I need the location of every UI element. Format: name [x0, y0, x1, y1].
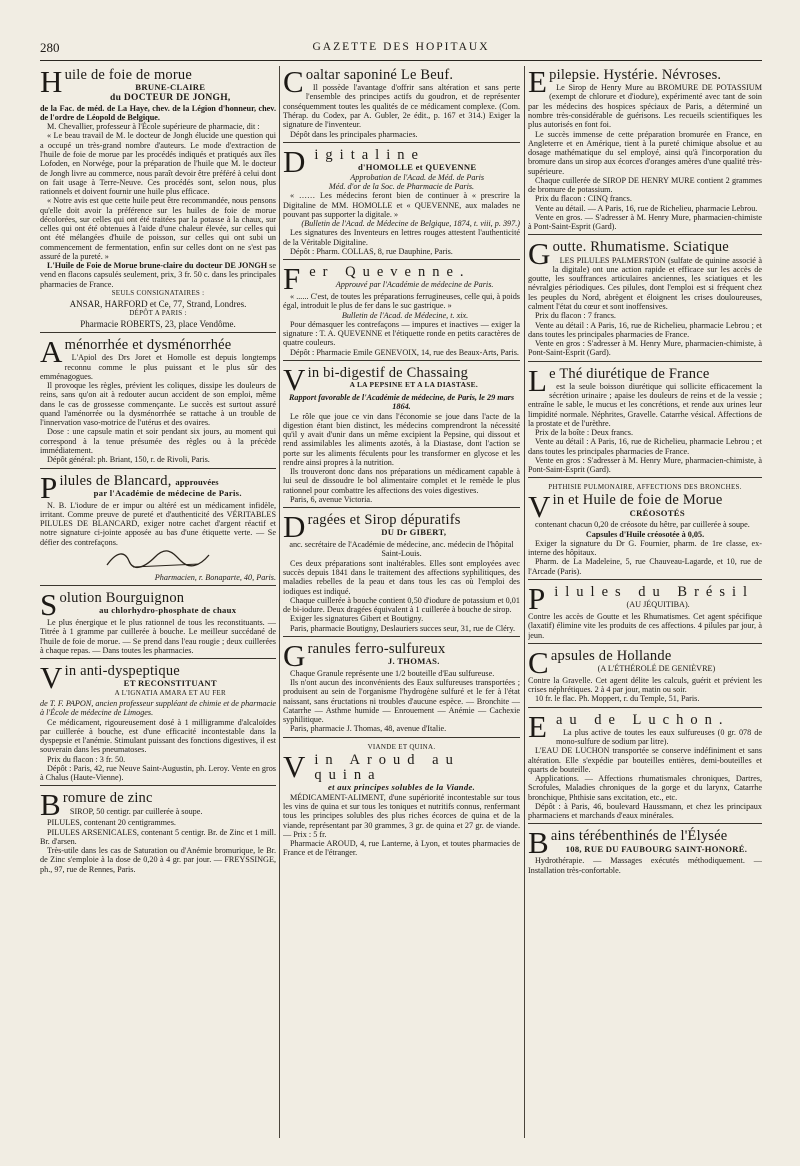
drop-cap: A	[40, 334, 63, 370]
ad-text: Applications. — Affections rhumatismales chroniques, Dartres, Scrofules, Maladies chroniques de la gorge et du larynx, Catarrhe bronchique, Phthisie sans excitation, etc., etc.	[528, 774, 762, 802]
drop-cap: P	[528, 580, 553, 616]
ad-bains-elysee	[528, 827, 762, 878]
ad-huile-de-foie	[40, 66, 276, 333]
drop-cap: V	[528, 489, 551, 525]
drop-cap: D	[283, 509, 306, 545]
ad-bromure-de-zinc	[40, 789, 276, 877]
ad-text: Rapport favorable de l'Académie de médecine, de Paris, le 29 mars 1864.	[288, 392, 515, 412]
ad-text: Pharm. de La Madeleine, 5, rue Chauveau-Lagarde, et 10, rue de l'Arcade (Paris).	[528, 557, 762, 576]
ad-text: Vente en gros : S'adresser à M. Henry Mure, pharmacien-chimiste, à Pont-Saint-Esprit (Gard).	[528, 339, 762, 358]
drop-cap: E	[528, 66, 548, 99]
ad-text: contenant chacun 0,20 de créosote du hêtre, par cuillerée à soupe.	[535, 520, 750, 530]
ad-text: Chaque cuillerée de SIROP DE HENRY MURE contient 2 grammes de bromure de potassium.	[528, 175, 762, 195]
ad-text: se vend en flacons capsulés seulement, prix, 3 fr. 50 c. dans les principales pharmacies de France.	[40, 261, 276, 289]
ad-title: ilules du Brésil	[554, 583, 755, 600]
ad-title: oaltar saponiné Le Beuf.	[305, 67, 454, 83]
page-number: 280	[40, 40, 60, 55]
ad-text: (Bulletin de l'Acad. de Médecine de Belgique, 1874, t. viii, p. 397.)	[301, 219, 520, 229]
drop-cap: B	[40, 787, 61, 823]
ad-text: Le plus énergique et le plus rationnel de tous les reconstituants. — Titrée à 1 gramme par cuillerée à bouche. Le meilleur succédané de l'huile de foie de morue. — Se prend dans l'eau rougie ; deux cuillerées à chaque repas. — Dans toutes les pharmacies.	[40, 618, 276, 655]
ad-title: ménorrhée et dysménorrhée	[64, 337, 232, 354]
ad-text: LES PILULES PALMERSTON (sulfate de quinine associé à la digitale) ont une action rapide et efficace sur les accès de goutte, les souffrances articulaires anciennes, les sciatiques et les névralgies périodiques. Ces pilules, dont l'emploi est si fréquent chez les peuples du Nord, abrègent et éloignent les crises douloureuses, calment l'état du cœur et sont inoffensives.	[528, 255, 762, 312]
ad-label: SEULS CONSIGNATAIRES :	[111, 288, 205, 297]
ad-title: ranules ferro-sulfureux	[307, 640, 446, 657]
ad-text: Approuvé par l'Académie de médecine de Paris.	[335, 280, 494, 290]
ad-text: Le rôle que joue ce vin dans l'économie se joue dans l'acte de la digestion étant bien distinct, les médecins comprendront la nécessité qu'il y avait d'unir dans un même excipient la Pepsine, qui dissout et rend assimilables les aliments azotés, à la Diastase, dont l'action se porte sur les aliments féculents pour les transformer en glycose et les rendre ainsi propres à la nutrition.	[283, 411, 520, 467]
ad-text: Dépôt : Paris, 42, rue Neuve Saint-Augustin, ph. Leroy. Vente en gros à Chalus (Haute-Vienne).	[40, 763, 276, 783]
ad-subtitle: au chlorhydro-phosphate de chaux	[99, 605, 237, 616]
ad-digitaline	[283, 143, 520, 260]
ad-text: Prix du flacon : CINQ francs.	[535, 194, 632, 204]
ad-text: anc. secrétaire de l'Académie de médecine, anc. médecin de l'hôpital Saint-Louis.	[289, 540, 514, 559]
ad-subtitle: (A L'ÉTHÉROLÉ DE GENIÈVRE)	[597, 664, 716, 673]
ad-subtitle: A L'IGNATIA AMARA ET AU FER	[114, 689, 226, 698]
ad-address: Pharmacien, r. Bonaparte, 40, Paris.	[154, 572, 276, 582]
ad-text: Capsules d'Huile créosotée à 0,05.	[585, 529, 705, 539]
ad-title: in et Huile de foie de Morue	[552, 492, 723, 509]
ad-text: Hydrothérapie. — Massages exécutés méthodiquement. — Installation très-confortable.	[528, 856, 762, 875]
ad-text: Les signatures des Inventeurs en lettres rouges attestent l'authenticité de la Véritable Digitaline.	[283, 228, 520, 247]
ad-text: MÉDICAMENT-ALIMENT, d'une supériorité incontestable sur tous les vins de quina et sur tous les toniques et nutritifs connus, renfermant tous les principes solubles des plus riches écorces de quina et de la viande, représentant par 30 grammes, 3 gr. de quina et 27 gr. de viande. — Prix : 5 fr.	[283, 792, 520, 839]
ad-text: Chaque Granule représente une 1/2 bouteille d'Eau sulfureuse.	[290, 668, 495, 678]
ad-goutte	[528, 238, 762, 361]
ad-text: 10 fr. le flac. Ph. Moppert, r. du Temple, 51, Paris.	[535, 694, 700, 704]
ad-vin-anti-dyspeptique	[40, 662, 276, 786]
ad-text: « Le beau travail de M. le docteur de Jongh élucide une question qui a occupé un très-grand nombre d'auteurs. Le mode d'extraction de l'huile de foie de morue par les procédés indiqués et pratiqués aux îles Lofoden, en Norwége, pour la préparation de l'huile que M. le docteur de Jongh livre au commerce, nous paraît devoir être préféré à celui dont on fait usage à Terre-Neuve. Ces procédés sont, selon nous, plus rationnels et doivent fournir une huile plus efficace.	[40, 131, 276, 197]
ad-vin-bi-digestif	[283, 361, 520, 508]
drop-cap: D	[283, 143, 313, 179]
ad-text: « ...... C'est, de toutes les préparations ferrugineuses, celle qui, à poids égal, introduit le plus de fer dans le suc gastrique. »	[283, 292, 520, 311]
ad-text: Ils trouveront donc dans nos préparations un médicament capable à lui seul de dissoudre le bol alimentaire complet et le remède le plus rationnel pour combattre les affections des voies digestives.	[283, 467, 520, 495]
ad-text: Contre les accès de Goutte et les Rhumatismes. Cet agent spécifique (laxatif) élimine vite les produits de ces affections. 4 pilules par jour, à jeun.	[528, 611, 762, 640]
ad-text: PILULES, contenant 20 centigrammes.	[47, 818, 176, 828]
signature-image	[103, 549, 213, 571]
ad-capsules-hollande	[528, 644, 762, 708]
ad-text: Dépôt : Pharm. COLLAS, 8, rue Dauphine, Paris.	[290, 246, 453, 256]
ad-title: uile de foie de morue	[64, 67, 192, 83]
ad-text: SIROP, 50 centigr. par cuillerée à soupe.	[69, 806, 203, 816]
ad-text: Il provoque les règles, prévient les coliques, dissipe les douleurs de reins, sans qu'on ait à redouter aucun accident de son emploi, même dans le cas de grossesse commençante. Le succès est surtout assuré quand l'aménorrée ou la dysménorrhée se rattache à un trouble de l'innervation vaso-motrice de l'utérus et des ovaires.	[40, 381, 276, 428]
ad-text: Vente au détail : A Paris, 16, rue de Richelieu, pharmacie Lebrou ; et dans toutes les principales pharmacies de France.	[528, 320, 762, 339]
ad-title: in anti-dyspeptique	[64, 663, 180, 680]
ad-title-tail: approuvées	[175, 476, 219, 487]
ad-text: Vente en gros. — S'adresser à M. Henry Mure, pharmacien-chimiste à Pont-Saint-Esprit (Gard).	[528, 212, 762, 232]
newspaper-page	[40, 38, 762, 1138]
ad-text: Chaque cuillerée à bouche contient 0,50 d'iodure de potassium et 0,01 de bi-iodure. Deux dragées équivalent à 1 cuillerée à bouche de sirop.	[283, 595, 520, 615]
column-middle	[283, 66, 520, 1138]
ad-vin-huile-creosotes	[528, 481, 762, 580]
ad-title: outte. Rhumatisme. Sciatique	[552, 239, 729, 256]
ad-title: in bi-digestif de Chassaing	[307, 364, 469, 381]
ad-subtitle: DU Dr GIBERT,	[381, 527, 447, 538]
ad-text: Dépôt général: ph. Briant, 150, r. de Rivoli, Paris.	[47, 455, 210, 465]
ad-label: PHTHISIE PULMONAIRE, AFFECTIONS DES BRONCHES.	[548, 483, 742, 492]
ad-pilules-blancard	[40, 469, 276, 587]
ad-text: Paris, pharmacie J. Thomas, 48, avenue d'Italie.	[290, 724, 447, 734]
journal-title: GAZETTE DES HOPITAUX	[312, 41, 490, 53]
ad-subtitle: 108, RUE DU FAUBOURG SAINT-HONORÉ.	[565, 843, 748, 854]
ad-text: de T. F. PAPON, ancien professeur suppléant de chimie et de pharmacie à l'École de médecine de Limoges.	[40, 698, 276, 718]
ad-text: Dépôt dans les principales pharmacies.	[290, 129, 418, 139]
ad-text: Contre la Gravelle. Cet agent délite les calculs, guérit et prévient les crises néphrétiques. 2 à 4 par jour, matin ou soir.	[528, 675, 762, 695]
ad-label: VIANDE ET QUINA.	[367, 742, 436, 751]
drop-cap: V	[283, 361, 306, 397]
drop-cap: C	[283, 66, 304, 99]
ad-title: pilepsie. Hystérie. Névroses.	[549, 67, 722, 83]
ad-subtitle: ET RECONSTITUANT	[123, 678, 217, 689]
ad-fer-quevenne	[283, 263, 520, 361]
ad-text: Ce médicament, rigoureusement dosé à 1 milligramme d'alcaloïdes par cuillerée à bouche, est d'une efficacité incontestable dans la dyspepsie et l'anémie. Stimulant puissant des fonctions digestives, il est souverain dans les pneumatoses.	[40, 717, 276, 755]
ad-subtitle: d'HOMOLLE et QUEVENNE	[357, 162, 477, 173]
ad-text: Prix de la boîte : Deux francs.	[535, 428, 633, 438]
ad-text: Ces deux préparations sont inaltérables. Elles sont employées avec succès depuis 1841 dans le traitement des affections syphilitiques, des maladies rebelles de la peau et dans tous les cas où l'emploi des iodiques est indiqué.	[283, 558, 520, 596]
page-header	[40, 38, 762, 61]
ad-subtitle: A LA PEPSINE ET A LA DIASTASE.	[349, 380, 479, 390]
ad-text: Il possède l'avantage d'offrir sans altération et sans perte l'ensemble des principes actifs du goudron, et de représenter conséquemment toutes les qualités de ce médicament complexe. (Com. Thérap. du Codex, par A. Gubler, 2e édit., p. 167 et 314.) Exiger la signature de l'inventeur.	[283, 83, 520, 130]
ad-title: ains térébenthinés de l'Élysée	[550, 828, 728, 845]
ad-subtitle: et aux principes solubles de la Viande.	[327, 782, 476, 793]
ad-title: olution Bourguignon	[59, 590, 185, 607]
ad-solution-bourguignon	[40, 589, 276, 659]
ad-granules	[283, 637, 520, 738]
ad-label: DÉPÔT A PARIS :	[129, 309, 187, 318]
column-left	[40, 66, 276, 1138]
ad-text: PILULES ARSENICALES, contenant 5 centigr. Br. de Zinc et 1 mill. Br. d'arsen.	[40, 827, 276, 846]
ad-title: au de Luchon.	[555, 711, 730, 728]
ad-text: La plus active de toutes les eaux sulfureuses (0 gr. 078 de mono-sulfure de sodium par litre).	[555, 727, 762, 747]
ad-text: « Notre avis est que cette huile peut être recommandée, nous pensons qu'elle doit avoir la préférence sur les huiles de foie de morue décolorées, sur celles qui ont été traitées par la potasse à la chaux, sur celles qui ont été obtenues à l'aide d'une chaleur élevée, sur celles qui ont été mélangées d'huile de poisson, sur celles qui ont subi un commencement de fermentation, enfin sur celles dont on ne s'est pas assuré de la pureté. »	[40, 196, 276, 261]
drop-cap: V	[283, 748, 313, 784]
drop-cap: C	[528, 644, 549, 680]
ad-text: est la seule boisson diurétique qui sollicite efficacement la sécrétion urinaire ; apaise les douleurs de reins et de la vessie ; entraîne le sable, le mucus et les concrétions, et rende aux urines leur limpidité normale. Néphrites, Gravelle. Catarrhe vésical. Affections de la prostate et de l'urèthre.	[528, 381, 762, 428]
ad-text: Dose : une capsule matin et soir pendant six jours, au moment qui correspond à la tenue présumée des règles ou à la précède immédiatement.	[40, 427, 276, 455]
ad-subtitle: par l'Académie de médecine de Paris.	[93, 487, 242, 498]
ad-text: Le Sirop de Henry Mure au BROMURE DE POTASSIUM (exempt de chlorure et d'iodure), expérimenté avec tant de soin par les médecins des hospices spéciaux de Paris, a déterminé un nombre très-considérable de guérisons. Les recueils scientifiques les plus autorisés en font foi.	[528, 83, 762, 130]
drop-cap: L	[528, 362, 548, 398]
ad-text: Vente au détail. — A Paris, 16, rue de Richelieu, pharmacie Lebrou.	[535, 203, 758, 213]
ad-title: igitaline	[314, 146, 425, 163]
ad-text: Prix du flacon : 7 francs.	[535, 311, 616, 321]
ad-text: L'EAU DE LUCHON transportée se conserve indéfiniment et sans altération. Elle s'expédie par bouteilles entières, demi-bouteilles et quarts de bouteille.	[528, 746, 762, 774]
ad-the-diuretique	[528, 362, 762, 479]
ad-title: apsules de Hollande	[550, 647, 672, 664]
ad-text: N. B. L'iodure de er impur ou altéré est un médicament infidèle, irritant. Comme preuve de pureté et d'authenticité des VÉRITABLES PILULES DE BLANCARD, exiger notre cachet d'argent réactif et notre signature ci-jointe apposée au bas d'une étiquette verte. — Se défier des contrefaçons.	[40, 500, 276, 547]
ad-amenorrhee	[40, 336, 276, 468]
ad-text: Pharmacie AROUD, 4, rue Lanterne, à Lyon, et toutes pharmacies de France et de l'étranger.	[283, 839, 520, 858]
ad-coaltar	[283, 66, 520, 143]
drop-cap: G	[528, 236, 551, 272]
ad-text: de la Fac. de méd. de La Haye, chev. de la Légion d'honneur, chev. de l'ordre de Léopold de Belgique.	[40, 103, 276, 122]
ad-title: ragées et Sirop dépuratifs	[307, 512, 461, 529]
ad-address: Pharmacie ROBERTS, 23, place Vendôme.	[80, 318, 236, 329]
ad-text: Ils n'ont aucun des inconvénients des Eaux sulfureuses transportées ; produisent au sein de l'organisme l'hydrogène sulfuré et le fer à l'état naissant, sans éructations ni troubles d'aucune espèce. — Bronchite — Catarrhe — Asthme humide — Enrouement — Anémie — Cachexie syphilitique.	[283, 678, 520, 725]
ad-text: Paris, 6, avenue Victoria.	[290, 494, 373, 504]
ad-epilepsie	[528, 66, 762, 235]
ad-text: L'Apiol des Drs Joret et Homolle est depuis longtemps reconnu comme le plus puissant et le plus sûr des emménagogues.	[40, 353, 276, 381]
column-right	[528, 66, 762, 1138]
ad-subtitle: CRÉOSOTÉS	[629, 507, 685, 518]
ad-title: in Aroud au quina	[314, 751, 460, 783]
ad-title: er Quevenne.	[309, 264, 471, 281]
ad-text: M. Chevallier, professeur à l'École supérieure de pharmacie, dit :	[47, 122, 260, 132]
ad-text: Dépôt : Pharmacie Emile GENEVOIX, 14, rue des Beaux-Arts, Paris.	[290, 347, 519, 357]
drop-cap: F	[283, 261, 308, 297]
ad-subtitle: BRUNE-CLAIRE	[135, 82, 206, 93]
ad-subtitle: du DOCTEUR DE JONGH,	[110, 92, 231, 103]
ad-text: Le succès immense de cette préparation bromurée en France, en Angleterre et en Amérique, tient à la pureté chimique absolue et au dosage mathématique du sel employé, ainsi qu'à l'incorporation du bromure dans un sirop aux écorces d'oranges amères d'une qualité très-supérieure.	[528, 129, 762, 176]
ad-pilules-bresil	[528, 580, 762, 644]
ad-text: Dépôt : à Paris, 46, boulevard Haussmann, et chez les principaux pharmaciens et marchands d'eaux minérales.	[528, 801, 762, 821]
ad-text: Paris, pharmacie Boutigny, Deslauriers succes seur, 31, rue de Cléry.	[290, 623, 516, 633]
drop-cap: H	[40, 66, 63, 99]
drop-cap: E	[528, 708, 554, 744]
ad-subtitle: J. THOMAS.	[387, 656, 440, 667]
ad-subtitle: (AU JÉQUITIBA).	[626, 600, 690, 610]
ad-eau-de-luchon	[528, 708, 762, 825]
ad-title: ilules de Blancard,	[59, 472, 172, 489]
ad-text: Méd. d'or de la Soc. de Pharmacie de Paris.	[328, 182, 475, 191]
ad-vin-aroud	[283, 741, 520, 861]
ad-title: romure de zinc	[62, 790, 153, 807]
ad-product-name: L'Huile de Foie de Morue brune-claire du docteur DE JONGH	[47, 261, 268, 271]
drop-cap: G	[283, 637, 306, 673]
advertisement-columns	[40, 66, 762, 1138]
drop-cap: B	[528, 825, 549, 861]
drop-cap: S	[40, 587, 58, 623]
ad-text: Vente en gros : S'adresser à M. Henry Mure, pharmacien-chimiste, à Pont-Saint-Esprit (Gard).	[528, 455, 762, 475]
ad-text: Exiger la signature du Dr G. Fournier, pharm. de 1re classe, ex-interne des hôpitaux.	[528, 538, 762, 558]
ad-text: « …… Les médecins feront bien de continuer à « prescrire la Digitaline de MM. HOMOLLE et « QUEVENNE, aux malades ne pouvant pas supporter la digitale. »	[283, 191, 520, 219]
ad-dragees-gibert	[283, 511, 520, 637]
ad-text: Très-utile dans les cas de Saturation ou d'Anémie bromurique, le Br. de Zinc s'emploie à la dose de 0,20 à 4 gr. par jour. — FREYSSINGE, ph., 97, rue de Rennes, Paris.	[40, 846, 276, 874]
ad-text: Approbation de l'Acad. de Méd. de Paris	[350, 172, 485, 182]
ad-text: Bulletin de l'Acad. de Médecine, t. xix.	[341, 310, 469, 320]
ad-text: Exiger les signatures Gibert et Boutigny.	[290, 614, 424, 624]
ad-text: Prix du flacon : 3 fr. 50.	[47, 754, 126, 764]
drop-cap: P	[40, 469, 58, 505]
ad-text: Vente au détail : A Paris, 16, rue de Richelieu, pharmacie Lebrou ; et dans toutes les principales pharmacies de France.	[528, 437, 762, 456]
drop-cap: V	[40, 660, 63, 696]
ad-text: Pour démasquer les contrefaçons — impures et inactives — exiger la signature : T. A. QUEVENNE et l'étiquette ronde en petits caractères de quatre couleurs.	[283, 319, 520, 348]
ad-title: e Thé diurétique de France	[549, 365, 710, 382]
ad-address: ANSAR, HARFORD et Ce, 77, Strand, Londres.	[69, 298, 247, 309]
